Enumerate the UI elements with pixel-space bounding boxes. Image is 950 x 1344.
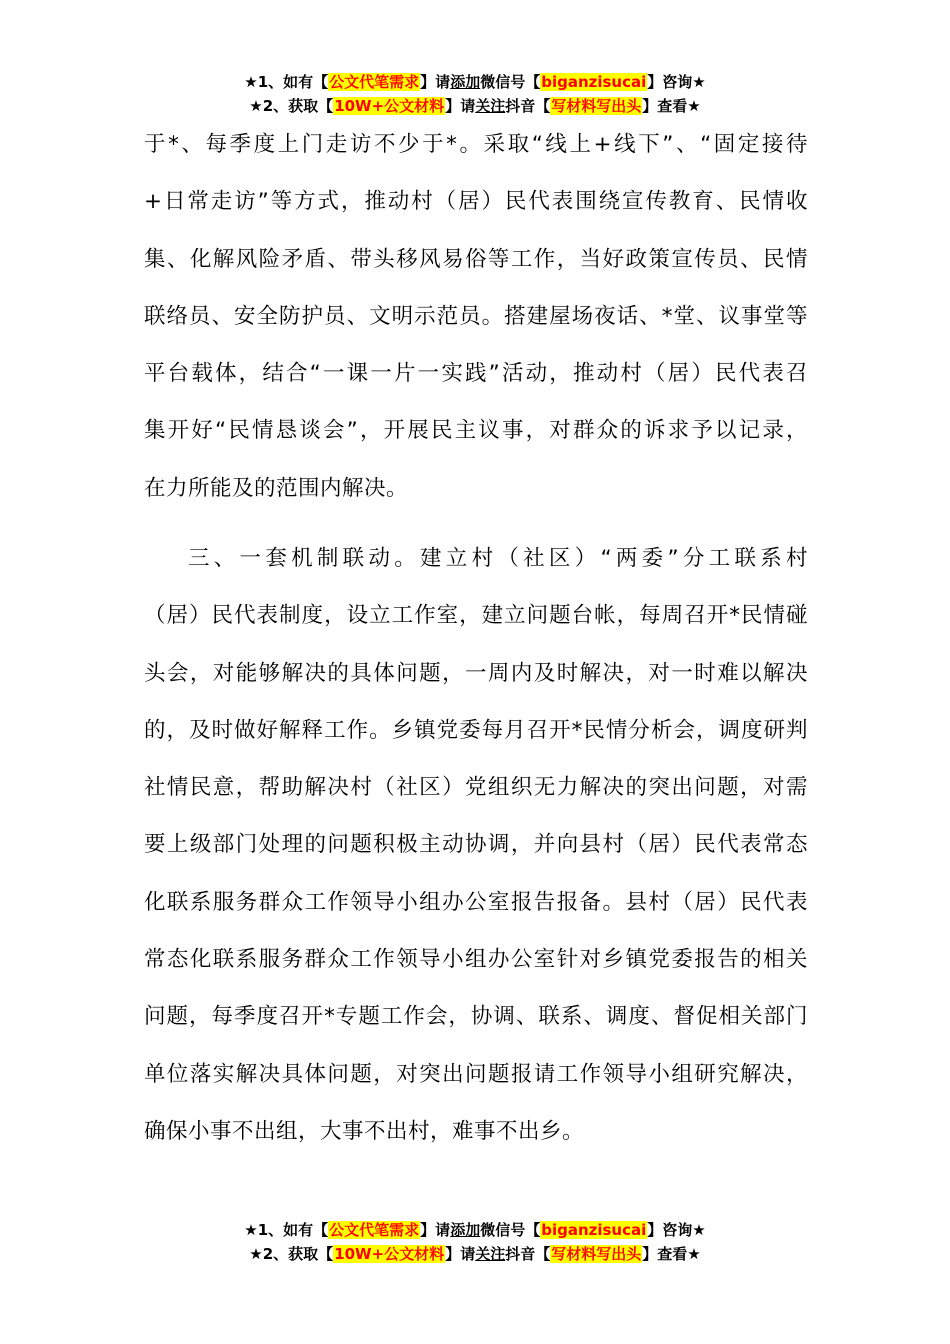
paragraph-line: 社情民意，帮助解决村（社区）党组织无力解决的突出问题，对需 (144, 775, 808, 801)
paragraph-line: 常态化联系服务群众工作领导小组办公室针对乡镇党委报告的相关 (144, 947, 808, 973)
header-banner-line-1: ★1、如有【公文代笔需求】请添加微信号【biganzisucai】咨询★ (244, 73, 706, 91)
paragraph-line: 集、化解风险矛盾、带头移风易俗等工作，当好政策宣传员、民情 (144, 246, 808, 272)
paragraph-line: 单位落实解决具体问题，对突出问题报请工作领导小组研究解决， (144, 1061, 808, 1087)
highlight-douyin-account: 写材料写出头 (551, 97, 642, 115)
highlight-wechat-id: biganzisucai (541, 73, 647, 91)
footer-banner-line-2: ★2、获取【10W+公文材料】请关注抖音【写材料写出头】查看★ (249, 1245, 701, 1263)
header-banner-line-2: ★2、获取【10W+公文材料】请关注抖音【写材料写出头】查看★ (249, 97, 701, 115)
highlight-materials: 10W+公文材料 (334, 1245, 445, 1263)
paragraph-line: 要上级部门处理的问题积极主动协调，并向县村（居）民代表常态 (144, 832, 808, 858)
highlight-service: 公文代笔需求 (329, 73, 420, 91)
highlight-materials: 10W+公文材料 (334, 97, 445, 115)
header-banner (0, 70, 950, 118)
paragraph-line: 于*、每季度上门走访不少于*。采取“线上+线下”、“固定接待 (144, 132, 808, 157)
paragraph-line: 集开好“民情恳谈会”，开展民主议事，对群众的诉求予以记录， (144, 418, 808, 444)
paragraph-line: 联络员、安全防护员、文明示范员。搭建屋场夜话、*堂、议事堂等 (144, 303, 808, 329)
footer-banner (0, 1218, 950, 1266)
highlight-service: 公文代笔需求 (329, 1221, 420, 1239)
paragraph-line: 三、一套机制联动。建立村（社区）“两委”分工联系村 (188, 546, 808, 571)
paragraph-line: 问题，每季度召开*专题工作会，协调、联系、调度、督促相关部门 (144, 1004, 808, 1030)
paragraph-mechanism (144, 530, 808, 1160)
paragraph-line: 头会，对能够解决的具体问题，一周内及时解决，对一时难以解决 (144, 660, 808, 686)
paragraph-line: +日常走访”等方式，推动村（居）民代表围绕宣传教育、民情收 (144, 189, 808, 215)
paragraph-line: 平台载体，结合“一课一片一实践”活动，推动村（居）民代表召 (144, 361, 808, 387)
paragraph-line: 确保小事不出组，大事不出村，难事不出乡。 (144, 1118, 585, 1144)
paragraph-line: 化联系服务群众工作领导小组办公室报告报备。县村（居）民代表 (144, 889, 808, 915)
footer-banner-line-1: ★1、如有【公文代笔需求】请添加微信号【biganzisucai】咨询★ (244, 1221, 706, 1239)
highlight-douyin-account: 写材料写出头 (551, 1245, 642, 1263)
paragraph-line: 的，及时做好解释工作。乡镇党委每月召开*民情分析会，调度研判 (144, 717, 808, 743)
paragraph-continuation (144, 116, 808, 517)
paragraph-line: （居）民代表制度，设立工作室，建立问题台帐，每周召开*民情碰 (144, 603, 808, 629)
highlight-wechat-id: biganzisucai (541, 1221, 647, 1239)
paragraph-line: 在力所能及的范围内解决。 (144, 475, 409, 501)
